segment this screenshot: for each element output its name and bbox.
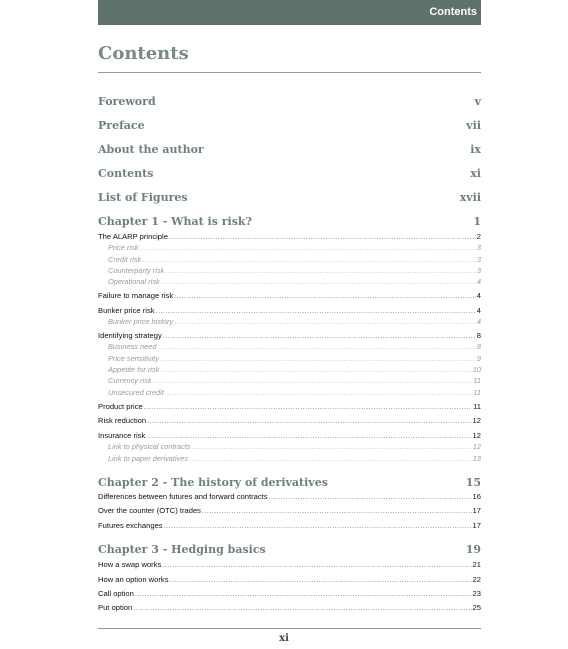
dot-leader [189, 456, 472, 463]
toc-entry[interactable] [98, 521, 481, 530]
toc-entry-page: 4 [476, 306, 481, 315]
toc-entry-title: Credit risk [108, 255, 142, 264]
toc-section-entry[interactable] [98, 476, 481, 489]
toc-entry-page: 2 [476, 232, 481, 241]
toc-entry-page: xvii [459, 191, 481, 204]
toc-entry-page: 4 [476, 317, 481, 326]
toc-section-entry[interactable] [98, 543, 481, 556]
toc-entry[interactable] [98, 317, 481, 326]
toc-entry-title: Foreword [98, 95, 156, 108]
toc-entry-title: Business need [108, 342, 157, 351]
dot-leader [164, 523, 472, 530]
toc-entry-page: 10 [472, 365, 481, 374]
toc-entry-page: 4 [476, 291, 481, 300]
toc-entry-title: Unsecured credit [108, 388, 164, 397]
dot-leader [161, 279, 476, 286]
toc-entry-page: 23 [472, 589, 481, 598]
toc-entry-title: Appetite for risk [108, 365, 160, 374]
toc-entry[interactable] [98, 306, 481, 315]
toc-entry-page: 8 [476, 331, 481, 340]
toc-entry-title: How an option works [98, 575, 169, 584]
toc-entry[interactable] [98, 365, 481, 374]
toc-entry-title: Failure to manage risk [98, 291, 174, 300]
toc-entry-page: ix [470, 143, 481, 156]
toc-entry-title: Chapter 2 - The history of derivatives [98, 476, 328, 489]
running-header-label: Contents [429, 6, 477, 18]
toc-entry[interactable] [98, 431, 481, 440]
toc-section-entry[interactable] [98, 191, 481, 204]
toc-entry-title: Price sensitivity [108, 354, 159, 363]
toc-entry[interactable] [98, 442, 481, 451]
toc-entry-title: How a swap works [98, 560, 162, 569]
dot-leader [156, 308, 476, 315]
toc-entry-title: Put option [98, 603, 133, 612]
toc-entry[interactable] [98, 354, 481, 363]
toc-entry-title: Contents [98, 167, 154, 180]
toc-entry-title: Chapter 3 - Hedging basics [98, 543, 266, 556]
dot-leader [142, 257, 476, 264]
title-divider [98, 72, 481, 73]
toc-section-entry[interactable] [98, 167, 481, 180]
toc-entry-title: About the author [98, 143, 204, 156]
toc-entry[interactable] [98, 603, 481, 612]
dot-leader [144, 404, 472, 411]
toc-entry[interactable] [98, 575, 481, 584]
toc-entry-page: 1 [473, 215, 481, 228]
toc-entry-title: The ALARP principle [98, 232, 168, 241]
dot-leader [147, 418, 471, 425]
dot-leader [192, 444, 472, 451]
page-title: Contents [98, 43, 189, 64]
toc-entry-title: Risk reduction [98, 416, 147, 425]
toc-section-entry[interactable] [98, 95, 481, 108]
toc-entry-page: 17 [472, 521, 481, 530]
toc-entry-page: 12 [472, 442, 481, 451]
toc-entry-page: 9 [476, 354, 481, 363]
toc-entry-title: Price risk [108, 243, 139, 252]
toc-section-entry[interactable] [98, 143, 481, 156]
footer-divider [98, 628, 481, 629]
toc-entry-page: 11 [473, 402, 481, 411]
toc-entry[interactable] [98, 492, 481, 501]
dot-leader [133, 605, 471, 612]
toc-entry-title: Link to paper derivatives [108, 454, 189, 463]
toc-entry-page: 11 [473, 376, 481, 385]
toc-entry-title: Bunker price history [108, 317, 174, 326]
dot-leader [162, 562, 471, 569]
toc-entry-title: Call option [98, 589, 134, 598]
dot-leader [165, 268, 476, 275]
toc-entry-page: 11 [473, 388, 481, 397]
toc-entry-title: Currency risk [108, 376, 152, 385]
toc-entry-title: Over the counter (OTC) trades [98, 506, 201, 515]
toc-entry-title: Bunker price risk [98, 306, 155, 315]
toc-entry-title: Counterparty risk [108, 266, 165, 275]
toc-entry-title: Insurance risk [98, 431, 146, 440]
toc-entry[interactable] [98, 416, 481, 425]
toc-entry[interactable] [98, 232, 481, 241]
toc-entry[interactable] [98, 454, 481, 463]
toc-entry-page: 3 [476, 266, 481, 275]
toc-entry-page: vii [466, 119, 481, 132]
dot-leader [269, 494, 472, 501]
toc-entry-page: 17 [472, 506, 481, 515]
toc-entry[interactable] [98, 506, 481, 515]
dot-leader [135, 591, 472, 598]
toc-entry[interactable] [98, 266, 481, 275]
dot-leader [146, 433, 471, 440]
toc-entry-page: 13 [472, 454, 481, 463]
toc-entry-page: 19 [465, 543, 481, 556]
dot-leader [169, 234, 476, 241]
toc-entry-title: Differences between futures and forward contracts [98, 492, 268, 501]
running-header [98, 0, 481, 25]
dot-leader [174, 293, 476, 300]
toc-entry-title: Link to physical contracts [108, 442, 191, 451]
toc-entry-page: 12 [472, 431, 481, 440]
dot-leader [160, 367, 471, 374]
dot-leader [157, 344, 475, 351]
toc-entry[interactable] [98, 331, 481, 340]
toc-entry[interactable] [98, 388, 481, 397]
toc-entry-page: 3 [476, 243, 481, 252]
toc-entry[interactable] [98, 560, 481, 569]
toc-entry-page: 21 [472, 560, 481, 569]
toc-entry-page: 16 [472, 492, 481, 501]
toc-section-entry[interactable] [98, 119, 481, 132]
dot-leader [139, 245, 475, 252]
dot-leader [174, 319, 476, 326]
dot-leader [170, 577, 472, 584]
toc-entry[interactable] [98, 277, 481, 286]
dot-leader [163, 333, 476, 340]
toc-section-entry[interactable] [98, 215, 481, 228]
toc-entry-title: Product price [98, 402, 143, 411]
toc-entry[interactable] [98, 376, 481, 385]
toc-entry-title: Operational risk [108, 277, 160, 286]
toc-entry[interactable] [98, 291, 481, 300]
toc-entry-title: Chapter 1 - What is risk? [98, 215, 252, 228]
toc-entry-title: Futures exchanges [98, 521, 163, 530]
toc-entry[interactable] [98, 255, 481, 264]
dot-leader [153, 378, 473, 385]
toc-entry-page: xi [470, 167, 481, 180]
toc-entry[interactable] [98, 402, 481, 411]
toc-entry-page: 22 [472, 575, 481, 584]
toc-entry[interactable] [98, 243, 481, 252]
toc-entry-page: 15 [465, 476, 481, 489]
dot-leader [202, 508, 472, 515]
toc-entry[interactable] [98, 342, 481, 351]
toc-entry[interactable] [98, 589, 481, 598]
toc-entry-title: Identifying strategy [98, 331, 162, 340]
toc-entry-page: 3 [476, 255, 481, 264]
dot-leader [160, 356, 476, 363]
toc-entry-page: v [474, 95, 481, 108]
toc-entry-page: 4 [476, 277, 481, 286]
page-number: xi [279, 633, 289, 644]
toc-entry-page: 25 [472, 603, 481, 612]
dot-leader [165, 390, 472, 397]
toc-entry-page: 8 [476, 342, 481, 351]
toc-entry-page: 12 [472, 416, 481, 425]
toc-entry-title: Preface [98, 119, 145, 132]
toc-entry-title: List of Figures [98, 191, 188, 204]
